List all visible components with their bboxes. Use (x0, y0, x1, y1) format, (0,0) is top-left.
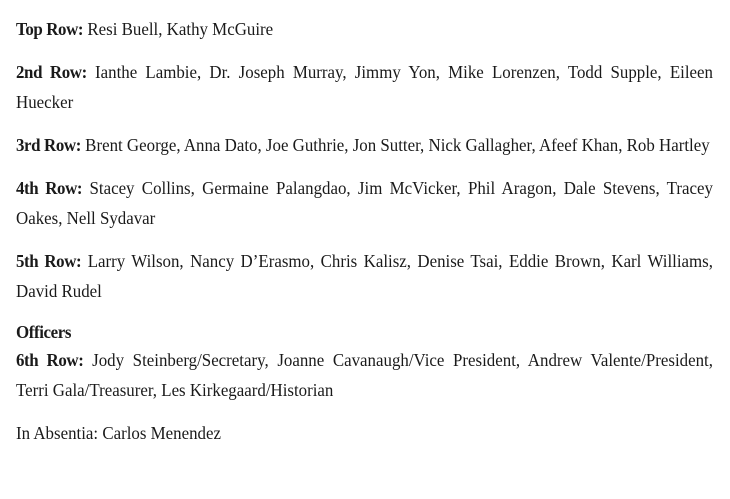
row-2nd (16, 57, 713, 117)
row-top (16, 14, 713, 44)
row-3rd (16, 130, 713, 160)
row-label: 5th Row: (16, 251, 82, 271)
row-names: Resi Buell, Kathy McGuire (87, 19, 274, 39)
row-names: Jody Steinberg/Secretary, Joanne Cavanaugh/Vice President, Andrew Valente/President, Terri Gala/Treasurer, Les Kirkegaard/Historian (16, 350, 713, 400)
row-names: Brent George, Anna Dato, Joe Guthrie, Jon Sutter, Nick Gallagher, Afeef Khan, Rob Hartley (85, 135, 710, 155)
row-label: Top Row: (16, 19, 84, 39)
absentia-line: In Absentia: Carlos Menendez (16, 423, 221, 443)
row-label: 3rd Row: (16, 135, 81, 155)
officers-heading: Officers (16, 322, 72, 342)
row-names: Ianthe Lambie, Dr. Joseph Murray, Jimmy Yon, Mike Lorenzen, Todd Supple, Eileen Huecker (16, 62, 713, 112)
row-4th (16, 173, 713, 233)
row-names: Larry Wilson, Nancy D’Erasmo, Chris Kalisz, Denise Tsai, Eddie Brown, Karl Williams, David Rudel (16, 251, 713, 301)
row-label: 4th Row: (16, 178, 83, 198)
row-label: 6th Row: (16, 350, 84, 370)
row-label: 2nd Row: (16, 62, 87, 82)
caption-block (16, 14, 713, 448)
row-6th-officers (16, 345, 713, 405)
row-names: Stacey Collins, Germaine Palangdao, Jim McVicker, Phil Aragon, Dale Stevens, Tracey Oakes, Nell Sydavar (16, 178, 713, 228)
row-5th (16, 246, 713, 306)
